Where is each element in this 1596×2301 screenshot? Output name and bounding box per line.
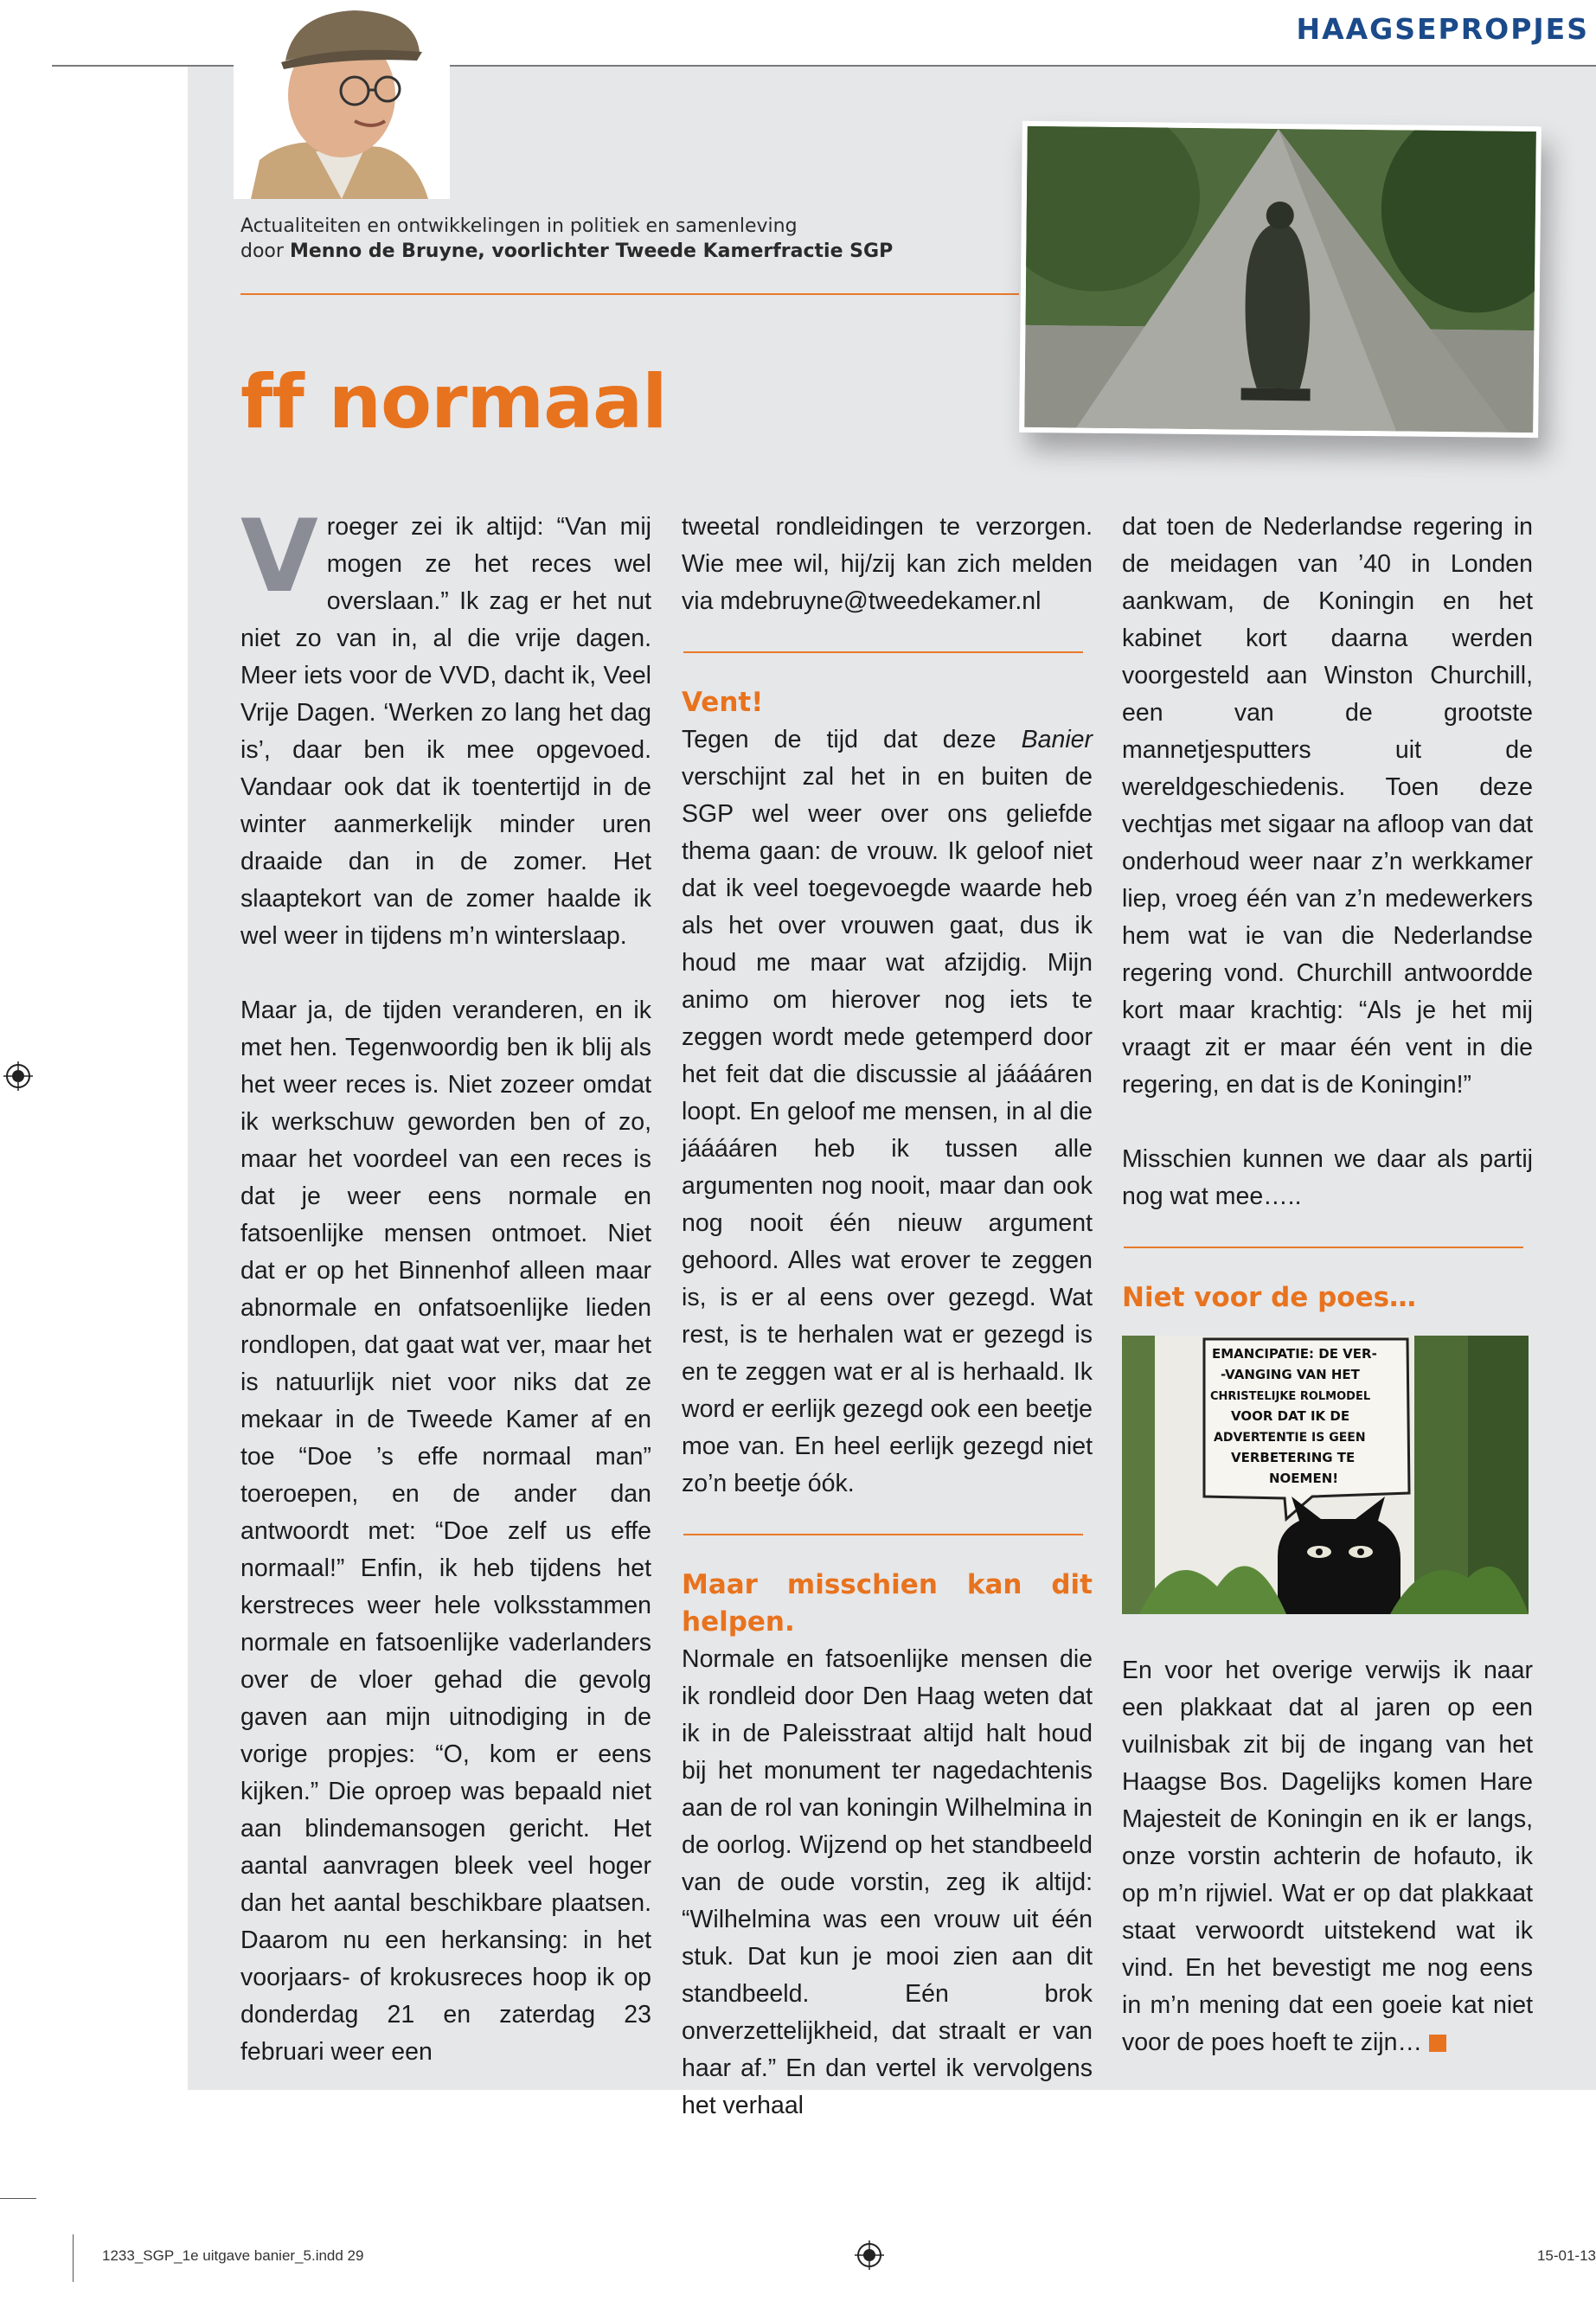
column-3-paragraph-1: dat toen de Nederlandse regering in de meidagen van ’40 in Londen aankwam, de Koningin en het kabinet kort daarna werden voorgesteld aan Winston Churchill, een van de grootste mannetjesputters uit de wereldgeschiedenis. Toen deze vechtjas met sigaar na afloop van dat onderhoud weer naar z’n werkkamer liep, vroeg één van z’n medewerkers hem wat ie van die Nederlandse regering vond. Churchill antwoordde kort maar krachtig: “Als je het mij vraagt zit er maar één vent in die regering, en dat is de Koningin!” [1122,513,1533,1099]
crop-mark-horizontal [0,2198,36,2199]
end-of-article-square [1429,2035,1446,2052]
intro-line-1: Actualiteiten en ontwikkelingen in politiek en samenleving [240,215,798,237]
sign-line-2: -VANGING VAN HET [1221,1367,1360,1382]
column-2-paragraph-2: Tegen de tijd dat deze Banier verschijnt zal het in en buiten de SGP wel weer over ons geliefde thema gaan: de vrouw. Ik geloof niet dat ik veel toegevoegde waarde heb als het over vrouwen gaat, dus ik houd me maar wat afzijdig. Mijn animo om hierover nog iets te zeggen wordt mede getemperd door het feit dat die discussie al jááááren loopt. En geloof me mensen, in al die jááááren heb ik tussen alle argumenten nog nooit, maar dan ook nog nooit één nieuw argument gehoord. Alles wat erover te zeggen is, is er al eens over gezegd. Wat rest, is te herhalen wat er gezegd is en te zeggen wat er al is herhaald. Ik word er eerlijk gezegd ook een beetje moe van. En heel eerlijk gezegd niet zo’n beetje óók. [682,726,1093,1497]
sign-line-6: VERBETERING TE [1231,1450,1356,1465]
sign-line-3: CHRISTELIJKE ROLMODEL [1210,1390,1371,1403]
subhead-maar-misschien: Maar misschien kan dit helpen. [682,1569,1093,1638]
column-2 [682,509,1093,2125]
monument-image [1024,126,1536,433]
column-3-paragraph-3: En voor het overige verwijs ik naar een plakkaat dat al jaren op een vuilnisbak zit bij de ingang van het Haagse Bos. Dagelijks komen Hare Majesteit de Koningin en ik er langs, onze vorstin achterin de hofauto, ik op m’n rijwiel. Wat er op dat plakkaat staat verwoordt uitstekend wat ik vind. En het bevestigt me nog eens in m’n mening dat een goeie kat niet voor de poes hoeft te zijn… [1122,1657,1533,2056]
sign-line-4: VOOR DAT IK DE [1231,1408,1350,1424]
cat-poster-photo [1122,1336,1529,1614]
column-1-paragraph-2: Maar ja, de tijden veranderen, en ik met hen. Tegenwoordig ben ik blij als het weer reces is. Niet zozeer omdat ik werkschuw geworden ben of zo, maar het voordeel van een reces is dat je weer eens normale en fatsoenlijke mensen ontmoet. Niet dat er op het Binnenhof alleen maar abnormale en onfatsoenlijke lieden rondlopen, dat gaat wat ver, maar het is natuurlijk niet voor niks dat ze mekaar in de Tweede Kamer af en toe “Doe ’s effe normaal man” toeroepen, en de ander dan antwoordt met: “Doe zelf us effe normaal!” Enfin, ik heb tijdens het kerstreces weer hele volksstammen normale en fatsoenlijke vaderlanders over de vloer gehad die gevolg gaven aan mijn uitnodiging in de vorige propjes: “O, kom er eens kijken.” Die oproep was bepaald niet aan blindemansogen gericht. Het aantal aanvragen bleek veel hoger dan het aantal beschikbare plaatsen. Daarom nu een herkansing: in het voorjaars- of krokusreces hoop ik op donderdag 21 en zaterdag 23 februari weer een [240,997,651,2066]
intro-rule [240,293,1019,295]
subhead-vent: Vent! [682,687,764,718]
dropcap: V [240,498,318,615]
registration-mark-bottom [855,2240,884,2270]
column-2-paragraph-3: Normale en fatsoenlijke mensen die ik rondleid door Den Haag weten dat ik in de Paleisstraat altijd halt houd bij het monument ter nagedachtenis aan de rol van koningin Wilhelmina in de oorlog. Wijzend op het standbeeld van de oude vorstin, zeg ik altijd: “Wilhelmina was een vrouw uit één stuk. Dat kun je mooi zien aan dit standbeeld. Eén brok onverzettelijkheid, dat straalt er van haar af.” En dan vertel ik vervolgens het verhaal [682,1645,1093,2119]
footer-filename: 1233_SGP_1e uitgave banier_5.indd 29 [102,2247,364,2264]
intro-byline [240,214,893,264]
column-3-paragraph-2: Misschien kunnen we daar als partij nog wat mee….. [1122,1145,1533,1210]
crop-mark-vertical [73,2234,74,2282]
author-name: Menno de Bruyne, voorlichter Tweede Kamerfractie SGP [289,240,894,262]
column-2-paragraph-1: tweetal rondleidingen te verzorgen. Wie mee wil, hij/zij kan zich melden via mdebruyne@tweedekamer.nl [682,513,1093,615]
sign-line-7: NOEMEN! [1269,1471,1339,1486]
sign-line-5: ADVERTENTIE IS GEEN [1214,1431,1366,1445]
column-2-rule-2 [683,1534,1083,1535]
registration-mark-left [3,1061,33,1091]
footer-date: 15-01-13 [1536,2247,1596,2264]
subhead-niet-voor-de-poes: Niet voor de poes… [1122,1282,1417,1313]
sign-line-1: EMANCIPATIE: DE VER- [1212,1346,1377,1362]
column-3 [1122,509,1533,2061]
intro-line-2: door Menno de Bruyne, voorlichter Tweede Kamerfractie SGP [240,240,894,262]
column-1 [240,498,651,2071]
section-label: HAAGSEPROPJES [1296,12,1589,46]
headline: ff normaal [240,359,667,445]
author-portrait [234,0,450,199]
monument-photo [1019,121,1542,438]
column-1-paragraph-1: Vroeger zei ik altijd: “Van mij mogen ze het reces wel overslaan.” Ik zag er het nut niet zo van in, al die vrije dagen. Meer iets voor de VVD, dacht ik, Veel Vrije Dagen. ‘Werken zo lang het dag is’, daar ben ik mee opgevoed. Vandaar ook dat ik toentertijd in de winter aanmerkelijk minder uren draaide dan in de zomer. Het slaaptekort van de zomer haalde ik wel weer in tijdens m’n winterslaap. [240,498,651,950]
column-2-rule-1 [683,651,1083,653]
column-3-rule [1124,1247,1523,1248]
